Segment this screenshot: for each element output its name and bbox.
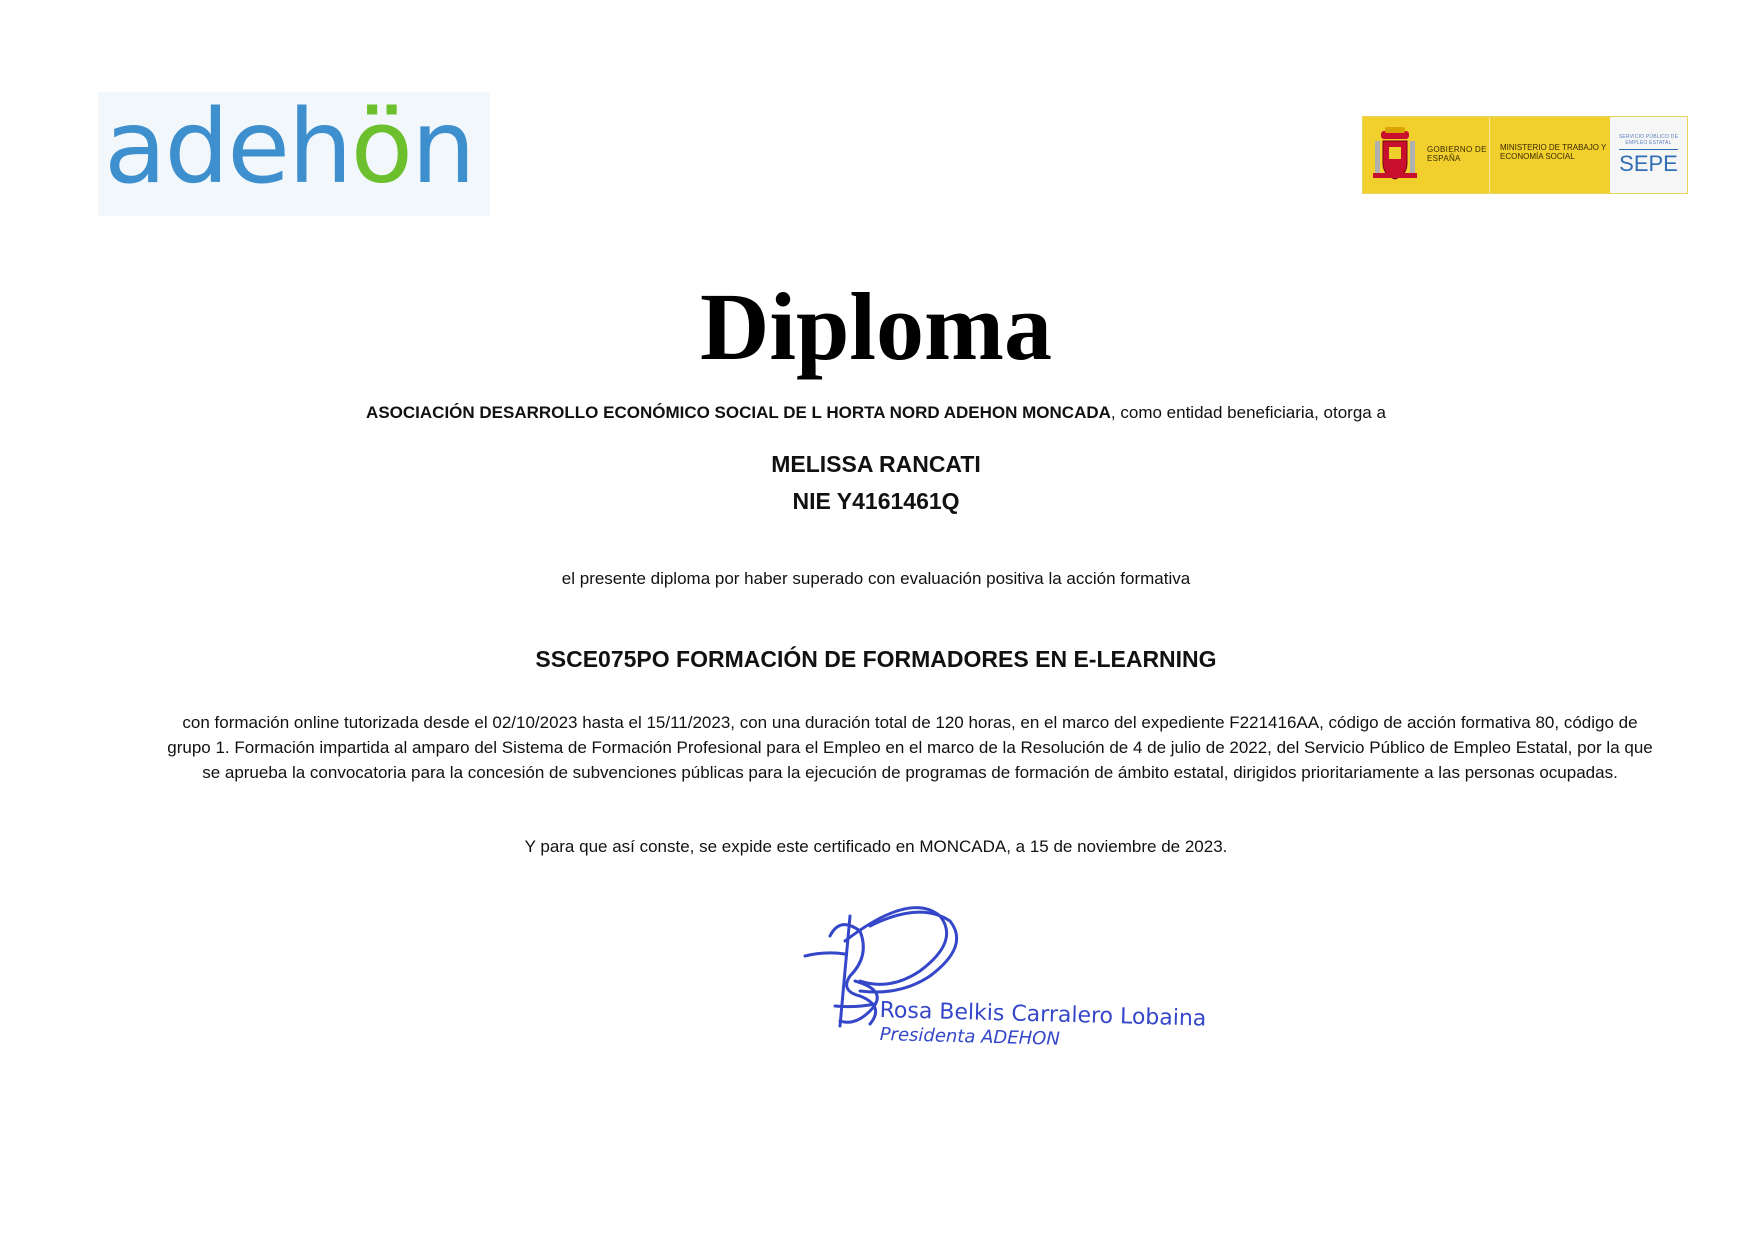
sepe-block [1610,117,1687,193]
recipient-id: NIE Y4161461Q [792,488,960,514]
gobierno-sepe-logo [1362,116,1688,194]
entity-line [0,402,1752,424]
body-text: con formación online tutorizada desde el 02/10/2023 hasta el 15/11/2023, con una duración total de 120 horas, en el marco del expediente F221416AA, código de acción formativa 80, código de grupo 1. Formación impartida al amparo del Sistema de Formación Profesional para el Empleo en el marco de la Resolución de 4 de julio de 2022, del Servicio Público de Empleo Estatal, por la que se aprueba la convocatoria para la concesión de subvenciones públicas para la ejecución de programas de formación de ámbito estatal, dirigidos prioritariamente a las personas ocupadas. [167,713,1653,782]
coat-of-arms-icon [1363,117,1427,193]
adehon-wordmark: adehön [104,88,474,207]
adehon-logo [98,88,490,216]
issuance-text: Y para que así conste, se expide este certificado en MONCADA, a 15 de noviembre de 2023. [524,837,1228,856]
ministerio-label: MINISTERIO DE TRABAJO Y ECONOMÍA SOCIAL [1500,143,1607,161]
page-title: Diploma [699,273,1053,380]
present-text: el presente diploma por haber superado con evaluación positiva la acción formativa [561,569,1191,588]
sepe-service-label: SERVICIO PÚBLICO DE EMPLEO ESTATAL [1618,134,1679,146]
entity-name: ASOCIACIÓN DESARROLLO ECONÓMICO SOCIAL DE L HORTA NORD ADEHON MONCADA [366,403,1111,422]
sepe-label: SEPE [1619,151,1678,176]
signature-role: Presidenta ADEHON [879,1024,1061,1050]
entity-suffix: , como entidad beneficiaria, otorga a [1110,403,1386,422]
recipient-name: MELISSA RANCATI [771,451,981,477]
gobierno-label: GOBIERNO DE ESPAÑA [1427,145,1487,163]
course-title: SSCE075PO FORMACIÓN DE FORMADORES EN E-LEARNING [535,646,1217,672]
signature-name: Rosa Belkis Carralero Lobaina [879,998,1207,1032]
apple-accent-icon: ö [350,88,412,207]
